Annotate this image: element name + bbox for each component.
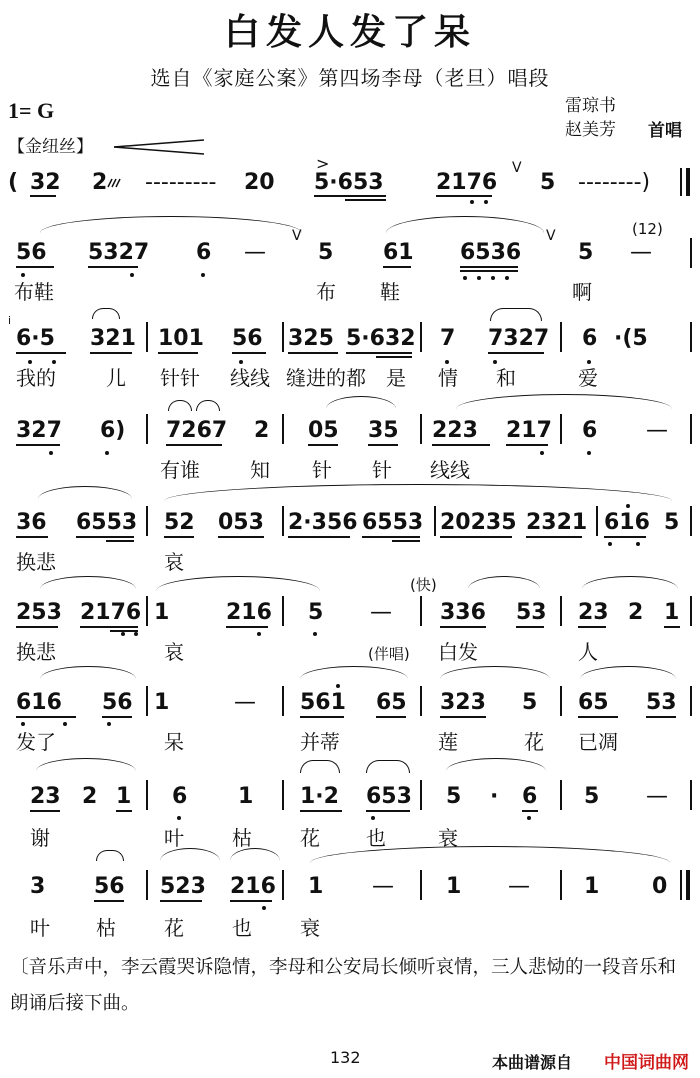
lyric: 花 [524,730,544,754]
score-note: · [490,784,499,809]
score-note: ( [8,170,19,195]
score-note: 321 [90,326,136,351]
score-note: 5 [664,510,680,535]
lyric: 针针 [160,366,200,390]
key-signature: 1= G [8,98,55,123]
score-note: 253 [16,600,62,625]
lyric: 也 [366,826,386,850]
score-note: ·(5 [614,326,648,351]
score-note: 217 [506,418,552,443]
accent-mark-icon: > [316,154,330,173]
lyric: 花 [300,826,320,850]
score-note: 6 [522,784,538,809]
lyric: 啊 [572,280,592,304]
score-note: 2 [92,170,108,195]
source-text: 本曲谱源自 [492,1053,573,1072]
score-note: 2321 [526,510,588,535]
lyric: 爱 [578,366,598,390]
measure-count: (12) [632,220,663,238]
lyric: 衰 [438,826,458,850]
score-note: 6 [582,418,598,443]
lyric: 有谁 [160,458,200,482]
score-note: — [646,784,668,809]
score-note: 65 [578,690,609,715]
score-note: 20235 [440,510,517,535]
performer-name: 赵美芳 [565,120,616,140]
score-note: 5 [584,784,600,809]
score-note: 7 [440,326,456,351]
score-note: 35 [368,418,399,443]
score-note: 2·356 [288,510,358,535]
score-note: 616 [604,510,650,535]
score-note: 0 [652,874,668,899]
score-note: 3 [30,874,46,899]
score-note: 20 [244,170,275,195]
score-note: — [234,690,256,715]
score-note: 5·653 [314,170,384,195]
score-note: 2 [254,418,270,443]
score-note: 523 [160,874,206,899]
score-note: 1 [116,784,132,809]
score-note: 325 [288,326,334,351]
score-note: 53 [646,690,677,715]
score-note: 36 [16,510,47,535]
lyric: 鞋 [380,280,400,304]
score-note: 5 [308,600,324,625]
breath-mark-icon: V [292,228,302,244]
lyric: 是 [386,366,406,390]
score-note: 5·632 [346,326,416,351]
score-note: — [244,240,266,265]
lyric: 儿 [106,366,126,390]
score-note: 053 [218,510,264,535]
score-note: 7267 [166,418,228,443]
score-note: 1 [238,784,254,809]
lyric: 情 [438,366,458,390]
lyric: 枯 [232,826,252,850]
score-note: 32 [30,170,61,195]
score-note: 2 [82,784,98,809]
score-note: — [646,418,668,443]
lyric: 莲 [438,730,458,754]
score-note: 5327 [88,240,150,265]
score-note: 5 [522,690,538,715]
instrument-label: 【金纽丝】 [8,137,93,157]
lyric: 知 [250,458,270,482]
breath-mark-icon: V [546,228,556,244]
score-note: 56 [94,874,125,899]
score-note: 6536 [460,240,522,265]
score-note: 6 [196,240,212,265]
lyric: 换悲 [16,640,56,664]
lyric: 针 [372,458,392,482]
lyric: 叶 [164,826,184,850]
lyric: 线线 [230,366,270,390]
score-note: 7327 [488,326,550,351]
lyric: 布 [316,280,336,304]
lyric: 枯 [96,916,116,940]
score-note: 1 [584,874,600,899]
score-note: 56 [232,326,263,351]
lyric: 哀 [164,550,184,574]
score-note: 6·5 [16,326,55,351]
score-note: 23 [578,600,609,625]
song-subtitle: 选自《家庭公案》第四场李母（老旦）唱段 [150,66,550,90]
score-note: 6553 [362,510,424,535]
score-note: 6 [172,784,188,809]
performer-name: 雷琼书 [565,96,616,116]
score-note: 323 [440,690,486,715]
score-note: 223 [432,418,478,443]
lyric: 已凋 [578,730,618,754]
lyric: 并蒂 [300,730,340,754]
score-note: 56 [16,240,47,265]
score-note: 1 [446,874,462,899]
lyric: 也 [232,916,252,940]
lyric: 布鞋 [14,280,54,304]
score-note: 101 [158,326,204,351]
score-note: 2176 [80,600,142,625]
score-note: — [508,874,530,899]
lyric: 缝进的都 [286,366,366,390]
score-dashes: --------- [145,170,217,195]
score-note: 1·2 [300,784,339,809]
lyric: 换悲 [16,550,56,574]
score-note: 05 [308,418,339,443]
score-note: 2176 [436,170,498,195]
score-note: 53 [516,600,547,625]
lyric: 谢 [30,826,50,850]
performer-credits [565,94,616,142]
score-note: 5 [318,240,334,265]
lyric: 发了 [16,730,56,754]
score-note: 216 [230,874,276,899]
score-note: 561 [300,690,346,715]
crescendo-hairpin-icon [112,138,207,156]
score-note: 336 [440,600,486,625]
lyric-annotation: (伴唱) [368,645,410,663]
lyric: 衰 [300,916,320,940]
score-note: 616 [16,690,62,715]
tremolo-icon [107,178,121,188]
score-note: 1 [154,600,170,625]
lyric: 人 [578,640,598,664]
score-note: 65 [376,690,407,715]
score-dashes: --------) [578,170,651,195]
lyric: 哀 [164,640,184,664]
score-note: 52 [164,510,195,535]
performer-role: 首唱 [648,121,682,141]
score-note: 56 [102,690,133,715]
score-note: 6553 [76,510,138,535]
score-note: 5 [578,240,594,265]
breath-mark-icon: V [512,160,522,176]
song-title: 白发人发了呆 [223,11,476,53]
score-note: 2 [628,600,644,625]
lyric: 呆 [164,730,184,754]
score-note: 5 [540,170,556,195]
score-note: 61 [383,240,414,265]
lyric: 白发 [438,640,478,664]
score-note: 1 [664,600,680,625]
lyric: 和 [496,366,516,390]
score-note: 653 [366,784,412,809]
score-note: 6 [582,326,598,351]
score-note: 6) [100,418,126,443]
lyric: 线线 [430,458,470,482]
score-note: 216 [226,600,272,625]
lyric: 花 [164,916,184,940]
score-note: 23 [30,784,61,809]
score-note: 5 [446,784,462,809]
score-note: 1 [308,874,324,899]
score-note: — [630,240,652,265]
tempo-marking: (快) [410,576,437,594]
score-note: — [370,600,392,625]
lyric: 叶 [30,916,50,940]
watermark: 中国词曲网 [604,1053,689,1073]
page-number: 132 [330,1048,361,1067]
score-note: 1 [154,690,170,715]
lyric: 针 [312,458,332,482]
grace-note: i [8,314,12,327]
score-note: — [372,874,394,899]
lyric: 我的 [16,366,56,390]
stage-direction: 〔音乐声中，李云霞哭诉隐情，李母和公安局长倾听哀情，三人悲恸的一段音乐和朗诵后接下曲。 [10,957,677,1014]
score-note: 327 [16,418,62,443]
